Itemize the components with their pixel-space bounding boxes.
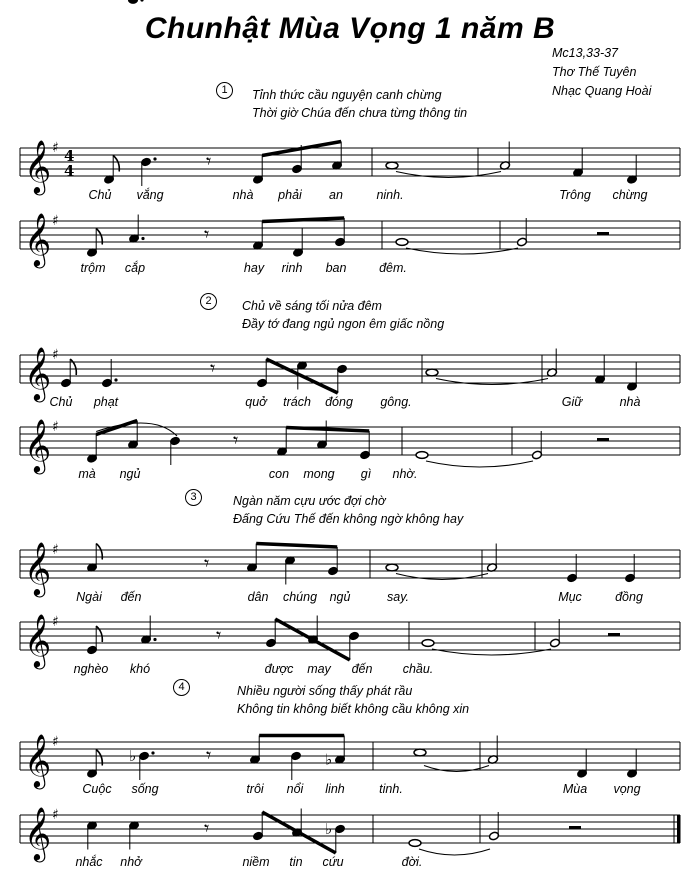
dot xyxy=(153,157,156,160)
verse-line: Nhiều người sống thấy phát rầu xyxy=(237,684,413,698)
lyric-syllable: trộm xyxy=(80,261,106,275)
lyric-syllable: mà xyxy=(78,467,96,481)
lyric-syllable: an xyxy=(329,188,343,202)
lyricist: Thơ Thế Tuyên xyxy=(552,65,637,79)
flat-accidental-icon: ♭ xyxy=(325,820,333,838)
time-signature-top: 4 xyxy=(64,147,75,165)
lyric-syllable: cắp xyxy=(124,261,146,275)
treble-clef-icon: 𝄞 xyxy=(24,418,52,472)
lyric-syllable: khó xyxy=(129,662,151,676)
lyric-syllable: nhở xyxy=(120,855,142,869)
lyric-syllable: vắng xyxy=(136,188,164,202)
lyric-syllable: Trông xyxy=(559,188,591,202)
lyric-syllable: quở xyxy=(245,395,267,409)
eighth-rest-icon: 𝄾 xyxy=(206,743,212,767)
lyric-syllable: ngủ xyxy=(329,590,351,604)
lyric-syllable: Cuộc xyxy=(82,782,112,796)
lyric-syllable: gông. xyxy=(380,395,412,409)
key-signature-sharp-icon: ♯ xyxy=(52,347,59,363)
lyric-syllable: Ngài xyxy=(76,590,102,604)
lyric-syllable: Giữ xyxy=(561,395,583,409)
eighth-rest-icon: 𝄾 xyxy=(204,816,210,840)
lyric-syllable: Chủ xyxy=(49,395,73,409)
lyric-syllable: chừng xyxy=(612,188,648,202)
half-rest-icon xyxy=(569,826,581,830)
note-head xyxy=(386,564,398,571)
treble-clef-icon: 𝄞 xyxy=(24,806,52,860)
note-flag xyxy=(70,359,76,375)
half-rest-icon xyxy=(597,438,609,442)
lyric-syllable: phải xyxy=(278,188,302,202)
lyric-syllable: niềm xyxy=(242,855,270,869)
note-head xyxy=(386,162,398,169)
eighth-rest-icon: 𝄾 xyxy=(206,149,212,173)
time-signature-bottom: 4 xyxy=(64,162,75,180)
key-signature-sharp-icon: ♯ xyxy=(52,734,59,750)
key-signature-sharp-icon: ♯ xyxy=(52,140,59,156)
treble-clef-icon: 𝄞 xyxy=(24,541,52,595)
song-title: Chunhật Mùa Vọng 1 năm B xyxy=(144,12,556,45)
lyric-syllable: may xyxy=(307,662,331,676)
dot xyxy=(141,237,144,240)
tie xyxy=(419,849,490,855)
beam xyxy=(286,428,369,432)
lyric-syllable: trôi xyxy=(246,782,264,796)
staff-system-4 xyxy=(0,387,700,507)
lyric-syllable: được xyxy=(264,662,294,676)
verse-line: Thời giờ Chúa đến chưa từng thông tin xyxy=(252,106,468,120)
verse-number-1: 1 xyxy=(216,82,233,99)
key-signature-sharp-icon: ♯ xyxy=(52,614,59,630)
verse-line: Tỉnh thức cầu nguyện canh chừng xyxy=(252,88,442,102)
verse-line: Đấng Cứu Thế đến không ngờ không hay xyxy=(233,512,464,526)
dot xyxy=(140,0,143,2)
lyric-syllable: tinh. xyxy=(379,782,403,796)
treble-clef-icon: 𝄞 xyxy=(24,613,52,667)
treble-clef-icon: 𝄞 xyxy=(24,346,52,400)
note-head xyxy=(128,0,137,3)
lyric-syllable: phạt xyxy=(93,395,119,409)
lyric-syllable: gì xyxy=(360,467,372,481)
credits xyxy=(552,44,651,101)
lyric-syllable: đời. xyxy=(401,855,423,869)
verse-line: Ngàn năm cựu ước đợi chờ xyxy=(233,494,386,508)
staff-system-8 xyxy=(0,775,700,895)
treble-clef-icon: 𝄞 xyxy=(24,733,52,787)
lyric-syllable: dân xyxy=(247,590,269,604)
lyric-syllable: ninh. xyxy=(376,188,404,202)
final-barline-thick xyxy=(677,815,681,843)
dot xyxy=(114,378,117,381)
lyric-syllable: say. xyxy=(387,590,409,604)
lyric-syllable: nhắc xyxy=(75,855,103,869)
note-head xyxy=(396,239,408,246)
lyric-syllable: trách xyxy=(283,395,311,409)
lyric-syllable: ban xyxy=(325,261,347,275)
eighth-rest-icon: 𝄾 xyxy=(216,623,222,647)
lyric-syllable: đến xyxy=(351,662,373,676)
eighth-rest-icon: 𝄾 xyxy=(210,356,216,380)
scripture-reference: Mc13,33-37 xyxy=(552,46,619,60)
verse-number-3: 3 xyxy=(185,489,202,506)
key-signature-sharp-icon: ♯ xyxy=(52,807,59,823)
lyric-syllable: đồng xyxy=(615,590,643,604)
lyric-syllable: nhà xyxy=(619,395,641,409)
note-head xyxy=(426,369,438,376)
lyric-syllable: Mùa xyxy=(562,782,588,796)
staff-system-2 xyxy=(0,181,700,301)
note-head xyxy=(416,452,428,459)
tie xyxy=(436,379,548,385)
half-rest-icon xyxy=(597,232,609,236)
dot xyxy=(151,751,154,754)
dot xyxy=(153,638,156,641)
verse-line: Đầy tớ đang ngủ ngon êm giấc nồng xyxy=(242,317,445,331)
note-head xyxy=(422,640,434,647)
verse-line: Chủ về sáng tối nửa đêm xyxy=(242,299,382,313)
eighth-rest-icon: 𝄾 xyxy=(233,428,239,452)
lyric-syllable: nghèo xyxy=(73,662,109,676)
lyric-syllable: Mục xyxy=(558,590,582,604)
note-flag xyxy=(96,626,102,642)
tie xyxy=(426,461,533,467)
treble-clef-icon: 𝄞 xyxy=(24,139,52,193)
lyric-syllable: hay xyxy=(243,261,265,275)
tie xyxy=(396,574,488,580)
flat-accidental-icon: ♭ xyxy=(129,747,137,765)
tie xyxy=(396,172,501,178)
lyric-syllable: nhà xyxy=(232,188,254,202)
lyric-syllable: ngủ xyxy=(119,467,141,481)
lyric-syllable: đóng xyxy=(325,395,353,409)
beam xyxy=(275,619,350,660)
lyric-syllable: nổi xyxy=(286,782,304,796)
lyric-syllable: con xyxy=(268,467,290,481)
lyric-syllable: rinh xyxy=(281,261,303,275)
lyric-syllable: mong xyxy=(303,467,335,481)
flat-accidental-icon: ♭ xyxy=(325,750,333,769)
key-signature-sharp-icon: ♯ xyxy=(52,213,59,229)
staff-system-6 xyxy=(0,582,700,702)
beam xyxy=(96,421,137,435)
lyric-syllable: đến xyxy=(120,590,142,604)
lyric-syllable: linh xyxy=(325,782,345,796)
verse-number-4: 4 xyxy=(173,679,190,696)
lyric-syllable: Chủ xyxy=(88,188,112,202)
lyric-syllable: cứu xyxy=(322,855,344,869)
lyric-syllable: đêm. xyxy=(379,261,407,275)
half-rest-icon xyxy=(608,633,620,637)
lyric-syllable: nhờ. xyxy=(392,467,418,481)
beam xyxy=(256,544,337,548)
eighth-rest-icon: 𝄾 xyxy=(204,551,210,575)
note-head xyxy=(409,840,421,847)
note-head xyxy=(414,749,426,756)
verse-number-2: 2 xyxy=(200,293,217,310)
key-signature-sharp-icon: ♯ xyxy=(52,419,59,435)
lyric-syllable: vọng xyxy=(613,782,641,796)
lyric-syllable: chúng xyxy=(282,590,318,604)
lyric-syllable: tin xyxy=(289,855,303,869)
lyric-syllable: chầu. xyxy=(402,662,434,676)
verse-line: Không tin không biết không cầu không xin xyxy=(237,702,470,716)
tie xyxy=(424,766,489,772)
key-signature-sharp-icon: ♯ xyxy=(52,542,59,558)
lyric-syllable: sống xyxy=(131,782,159,796)
eighth-rest-icon: 𝄾 xyxy=(204,222,210,246)
treble-clef-icon: 𝄞 xyxy=(24,212,52,266)
composer: Nhạc Quang Hoài xyxy=(552,84,652,98)
